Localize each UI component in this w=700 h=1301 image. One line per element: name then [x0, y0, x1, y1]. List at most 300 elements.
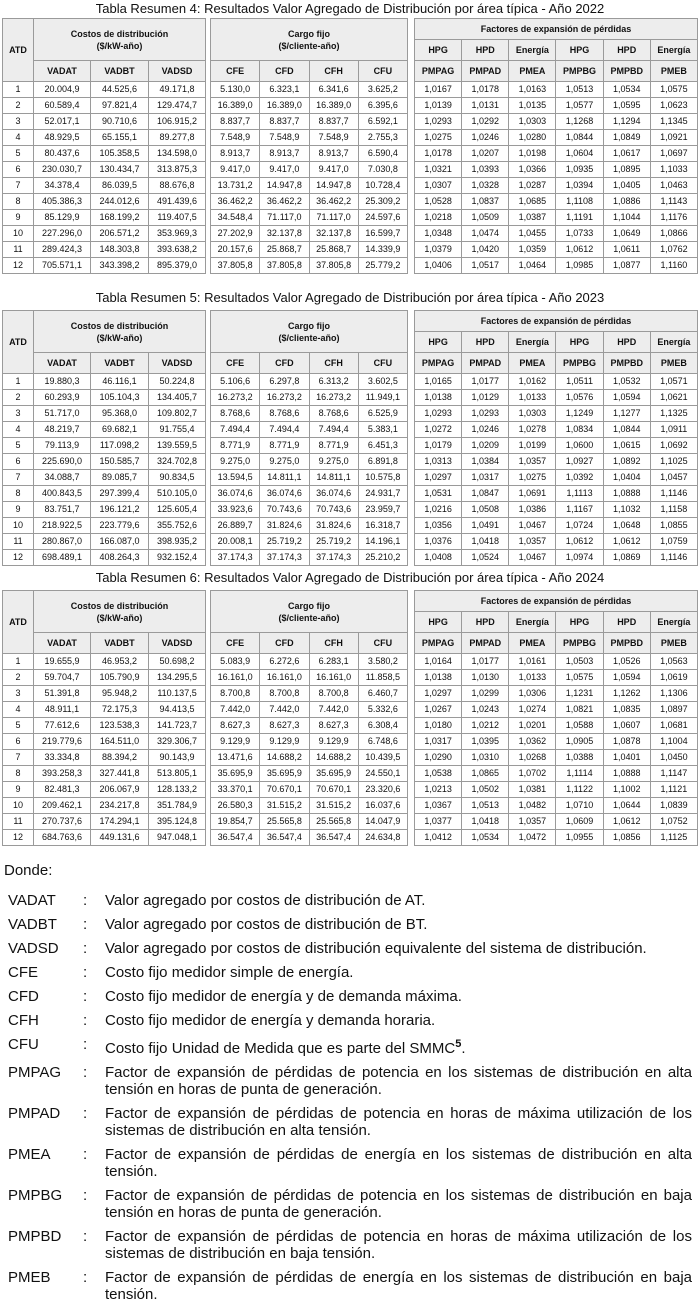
- value-cell: 947.048,1: [149, 830, 206, 846]
- value-cell: 1,0911: [650, 422, 697, 438]
- definition-item: [0, 1064, 700, 1098]
- value-cell: 1,0508: [462, 502, 509, 518]
- value-cell: 7.548,9: [211, 130, 260, 146]
- value-cell: 6.283,1: [309, 654, 358, 670]
- value-cell: 1,0927: [556, 454, 603, 470]
- costos-table: [2, 18, 206, 274]
- value-cell: 166.087,0: [91, 534, 149, 550]
- value-cell: 1,0293: [415, 114, 462, 130]
- value-cell: 14.811,1: [260, 470, 309, 486]
- group-header: HPG: [556, 332, 603, 353]
- value-cell: 1,0357: [509, 454, 556, 470]
- atd-cell: 2: [3, 390, 34, 406]
- value-cell: 1,0267: [415, 702, 462, 718]
- definition-abbr: VADSD: [8, 940, 59, 957]
- group-header: HPG: [415, 612, 462, 633]
- value-cell: 1,1025: [650, 454, 697, 470]
- value-cell: 1,0209: [462, 438, 509, 454]
- atd-cell: 11: [3, 534, 34, 550]
- value-cell: 1,0681: [650, 718, 697, 734]
- table-row: [211, 470, 408, 486]
- value-cell: 1,0974: [556, 550, 603, 566]
- value-cell: 1,0130: [462, 670, 509, 686]
- value-cell: 1,0604: [556, 146, 603, 162]
- definition-text: [105, 988, 700, 1005]
- value-cell: 698.489,1: [34, 550, 91, 566]
- value-cell: 9.417,0: [211, 162, 260, 178]
- value-cell: 1,0178: [415, 146, 462, 162]
- value-cell: 25.565,8: [309, 814, 358, 830]
- value-cell: 1,0420: [462, 242, 509, 258]
- value-cell: 8.837,7: [211, 114, 260, 130]
- definition-text-body: Costo fijo medidor simple de energía.: [105, 964, 354, 981]
- column-header: PMPAD: [462, 61, 509, 82]
- cargo-unit: ($/cliente-año): [278, 40, 340, 51]
- column-header: PMPAG: [415, 353, 462, 374]
- column-header: PMEA: [509, 353, 556, 374]
- value-cell: 1,0246: [462, 422, 509, 438]
- value-cell: 37.805,8: [211, 258, 260, 274]
- value-cell: 7.494,4: [309, 422, 358, 438]
- value-cell: 1,0847: [462, 486, 509, 502]
- value-cell: 1,0607: [603, 718, 650, 734]
- definition-text-body: Factor de expansión de pérdidas de potencia en los sistemas de distribución en alta tensión en horas de punta de generación.: [105, 1064, 692, 1098]
- column-header: PMEA: [509, 633, 556, 654]
- column-header: VADAT: [34, 633, 91, 654]
- value-cell: 1,0612: [556, 242, 603, 258]
- table-row: [3, 798, 206, 814]
- value-cell: 119.407,5: [149, 210, 206, 226]
- value-cell: 1,1125: [650, 830, 697, 846]
- value-cell: 89.085,7: [91, 470, 149, 486]
- table-row: [3, 550, 206, 566]
- definition-item: [0, 940, 700, 957]
- value-cell: 123.538,3: [91, 718, 149, 734]
- value-cell: 1,0280: [509, 130, 556, 146]
- table-row: [415, 374, 698, 390]
- value-cell: 1,0472: [509, 830, 556, 846]
- definition-colon: :: [83, 892, 88, 909]
- value-cell: 31.515,2: [260, 798, 309, 814]
- definition-text: [105, 940, 700, 957]
- cargo-fijo-table: [210, 310, 408, 566]
- value-cell: 3.625,2: [358, 82, 407, 98]
- value-cell: 9.275,0: [309, 454, 358, 470]
- header-row: [415, 40, 698, 61]
- value-cell: 5.383,1: [358, 422, 407, 438]
- value-cell: 1,0538: [415, 766, 462, 782]
- value-cell: 134.405,7: [149, 390, 206, 406]
- value-cell: 932.152,4: [149, 550, 206, 566]
- value-cell: 1,0491: [462, 518, 509, 534]
- value-cell: 1,0379: [415, 242, 462, 258]
- value-cell: 209.462,1: [34, 798, 91, 814]
- definition-abbr: CFU: [8, 1036, 39, 1053]
- value-cell: 1,0317: [462, 470, 509, 486]
- table-row: [415, 114, 698, 130]
- column-header: VADBT: [91, 633, 149, 654]
- definition-abbr: CFH: [8, 1012, 39, 1029]
- value-cell: 1,1191: [556, 210, 603, 226]
- value-cell: 5.130,0: [211, 82, 260, 98]
- definition-text-body: Valor agregado por costos de distribución de BT.: [105, 916, 428, 933]
- table-row: [211, 242, 408, 258]
- cargo-title: Cargo fijo: [288, 600, 330, 611]
- value-cell: 8.700,8: [309, 686, 358, 702]
- value-cell: 25.868,7: [309, 242, 358, 258]
- value-cell: 129.474,7: [149, 98, 206, 114]
- value-cell: 1,0835: [603, 702, 650, 718]
- group-header: Energía: [509, 612, 556, 633]
- definition-item: [0, 964, 700, 981]
- value-cell: 1,0290: [415, 750, 462, 766]
- footnote-ref: 5: [455, 1038, 462, 1050]
- atd-cell: 1: [3, 82, 34, 98]
- value-cell: 1,0467: [509, 518, 556, 534]
- value-cell: 71.117,0: [260, 210, 309, 226]
- atd-cell: 6: [3, 454, 34, 470]
- table-row: [415, 258, 698, 274]
- value-cell: 219.779,6: [34, 734, 91, 750]
- table-title: Tabla Resumen 6: Resultados Valor Agregado de Distribución por área típica - Año 2024: [95, 570, 605, 585]
- table-row: [211, 750, 408, 766]
- costos-unit: ($/kW-año): [96, 612, 143, 623]
- table-row: [415, 734, 698, 750]
- definition-item: [0, 1228, 700, 1262]
- value-cell: 10.439,5: [358, 750, 407, 766]
- table-row: [211, 534, 408, 550]
- table-row: [415, 470, 698, 486]
- value-cell: 14.047,9: [358, 814, 407, 830]
- table-row: [211, 798, 408, 814]
- cargo-title: Cargo fijo: [288, 28, 330, 39]
- value-cell: 1,1146: [650, 486, 697, 502]
- value-cell: 1,1262: [603, 686, 650, 702]
- value-cell: 20.008,1: [211, 534, 260, 550]
- table-row: [415, 422, 698, 438]
- definition-item: [0, 988, 700, 1005]
- value-cell: 1,0526: [603, 654, 650, 670]
- value-cell: 26.889,7: [211, 518, 260, 534]
- value-cell: 1,1004: [650, 734, 697, 750]
- value-cell: 1,0762: [650, 242, 697, 258]
- value-cell: 1,1032: [603, 502, 650, 518]
- value-cell: 34.378,4: [34, 178, 91, 194]
- value-cell: 1,0888: [603, 486, 650, 502]
- atd-cell: 5: [3, 438, 34, 454]
- value-cell: 313.875,3: [149, 162, 206, 178]
- value-cell: 1,0135: [509, 98, 556, 114]
- table-row: [211, 718, 408, 734]
- value-cell: 48.911,1: [34, 702, 91, 718]
- table-title: Tabla Resumen 5: Resultados Valor Agregado de Distribución por área típica - Año 2023: [95, 290, 605, 305]
- column-header: PMEB: [650, 61, 697, 82]
- value-cell: 1,1002: [603, 782, 650, 798]
- value-cell: 110.137,5: [149, 686, 206, 702]
- definition-abbr: PMEA: [8, 1146, 51, 1163]
- value-cell: 25.210,2: [358, 550, 407, 566]
- value-cell: 1,0612: [603, 534, 650, 550]
- header-row: [415, 353, 698, 374]
- header-row: [415, 612, 698, 633]
- value-cell: 46.953,2: [91, 654, 149, 670]
- table-row: [3, 454, 206, 470]
- table-row: [211, 518, 408, 534]
- value-cell: 1,0381: [509, 782, 556, 798]
- column-header: VADSD: [149, 633, 206, 654]
- value-cell: 1,0310: [462, 750, 509, 766]
- value-cell: 1,0892: [603, 454, 650, 470]
- definition-text: [105, 1269, 700, 1301]
- value-cell: 9.129,9: [260, 734, 309, 750]
- costos-unit: ($/kW-año): [96, 40, 143, 51]
- value-cell: 7.442,0: [211, 702, 260, 718]
- table-row: [211, 502, 408, 518]
- definition-text-body: Costo fijo Unidad de Medida que es parte del SMMC: [105, 1040, 456, 1057]
- atd-cell: 9: [3, 782, 34, 798]
- atd-cell: 6: [3, 162, 34, 178]
- value-cell: 20.157,6: [211, 242, 260, 258]
- value-cell: 16.273,2: [211, 390, 260, 406]
- value-cell: 128.133,2: [149, 782, 206, 798]
- value-cell: 1,0167: [415, 82, 462, 98]
- atd-cell: 10: [3, 518, 34, 534]
- value-cell: 1,0246: [462, 130, 509, 146]
- table-row: [211, 258, 408, 274]
- value-cell: 32.137,8: [309, 226, 358, 242]
- table-row: [3, 258, 206, 274]
- table-row: [415, 454, 698, 470]
- value-cell: 6.592,1: [358, 114, 407, 130]
- value-cell: 230.030,7: [34, 162, 91, 178]
- table-row: [3, 438, 206, 454]
- table-row: [3, 654, 206, 670]
- table-row: [211, 654, 408, 670]
- costos-title: Costos de distribución: [70, 320, 169, 331]
- table-row: [3, 830, 206, 846]
- value-cell: 14.947,8: [309, 178, 358, 194]
- table-row: [211, 226, 408, 242]
- value-cell: 1,0198: [509, 146, 556, 162]
- value-cell: 24.597,6: [358, 210, 407, 226]
- value-cell: 1,0692: [650, 438, 697, 454]
- atd-header: ATD: [3, 311, 34, 374]
- group-header: HPD: [603, 332, 650, 353]
- value-cell: 8.771,9: [309, 438, 358, 454]
- column-header: PMPAG: [415, 61, 462, 82]
- table-row: [415, 146, 698, 162]
- value-cell: 1,0691: [509, 486, 556, 502]
- atd-cell: 10: [3, 226, 34, 242]
- atd-cell: 1: [3, 654, 34, 670]
- value-cell: 77.612,6: [34, 718, 91, 734]
- value-cell: 11.949,1: [358, 390, 407, 406]
- value-cell: 1,0386: [509, 502, 556, 518]
- header-row: [3, 591, 206, 633]
- value-cell: 1,0212: [462, 718, 509, 734]
- value-cell: 14.339,9: [358, 242, 407, 258]
- value-cell: 1,0888: [603, 766, 650, 782]
- value-cell: 227.296,0: [34, 226, 91, 242]
- cargo-header: [211, 591, 408, 633]
- value-cell: 1,0138: [415, 390, 462, 406]
- value-cell: 69.682,1: [91, 422, 149, 438]
- definition-abbr: VADBT: [8, 916, 57, 933]
- value-cell: 1,0921: [650, 130, 697, 146]
- definition-colon: :: [83, 988, 88, 1005]
- atd-cell: 7: [3, 750, 34, 766]
- value-cell: 90.834,5: [149, 470, 206, 486]
- value-cell: 7.442,0: [309, 702, 358, 718]
- value-cell: 16.318,7: [358, 518, 407, 534]
- value-cell: 1,0837: [462, 194, 509, 210]
- value-cell: 34.088,7: [34, 470, 91, 486]
- value-cell: 1,0404: [603, 470, 650, 486]
- value-cell: 1,1167: [556, 502, 603, 518]
- value-cell: 1,0595: [603, 98, 650, 114]
- value-cell: 1,0199: [509, 438, 556, 454]
- value-cell: 7.030,8: [358, 162, 407, 178]
- value-cell: 1,0394: [556, 178, 603, 194]
- value-cell: 33.334,8: [34, 750, 91, 766]
- costos-unit: ($/kW-año): [96, 332, 143, 343]
- value-cell: 1,1325: [650, 406, 697, 422]
- value-cell: 1,0935: [556, 162, 603, 178]
- value-cell: 9.417,0: [309, 162, 358, 178]
- value-cell: 46.116,1: [91, 374, 149, 390]
- definition-text: [105, 1064, 700, 1098]
- value-cell: 395.124,8: [149, 814, 206, 830]
- value-cell: 1,0307: [415, 178, 462, 194]
- value-cell: 1,0131: [462, 98, 509, 114]
- table-row: [3, 390, 206, 406]
- definition-item: [0, 1146, 700, 1180]
- value-cell: 25.719,2: [309, 534, 358, 550]
- value-cell: 14.196,1: [358, 534, 407, 550]
- definition-colon: :: [83, 1012, 88, 1029]
- value-cell: 1,0272: [415, 422, 462, 438]
- value-cell: 97.821,4: [91, 98, 149, 114]
- value-cell: 36.462,2: [211, 194, 260, 210]
- definition-text: [105, 916, 700, 933]
- value-cell: 1,0357: [509, 534, 556, 550]
- value-cell: 1,0328: [462, 178, 509, 194]
- table-row: [415, 502, 698, 518]
- value-cell: 9.275,0: [211, 454, 260, 470]
- definition-text: [105, 892, 700, 909]
- table-row: [3, 242, 206, 258]
- value-cell: 1,0886: [603, 194, 650, 210]
- value-cell: 1,0649: [603, 226, 650, 242]
- atd-cell: 7: [3, 470, 34, 486]
- column-header: CFE: [211, 61, 260, 82]
- table-row: [3, 146, 206, 162]
- cargo-fijo-table: [210, 590, 408, 846]
- value-cell: 70.670,1: [309, 782, 358, 798]
- table-row: [415, 718, 698, 734]
- value-cell: 6.590,4: [358, 146, 407, 162]
- value-cell: 8.768,6: [211, 406, 260, 422]
- definition-text-body: Costo fijo medidor de energía y de demanda máxima.: [105, 988, 462, 1005]
- value-cell: 1,1146: [650, 550, 697, 566]
- value-cell: 88.676,8: [149, 178, 206, 194]
- value-cell: 16.161,0: [309, 670, 358, 686]
- table-row: [3, 486, 206, 502]
- value-cell: 11.858,5: [358, 670, 407, 686]
- definition-text: [105, 1228, 700, 1262]
- value-cell: 59.704,7: [34, 670, 91, 686]
- table-row: [3, 406, 206, 422]
- atd-cell: 3: [3, 114, 34, 130]
- value-cell: 1,1108: [556, 194, 603, 210]
- factores-header: Factores de expansión de pérdidas: [415, 19, 698, 40]
- value-cell: 6.313,2: [309, 374, 358, 390]
- table-row: [3, 718, 206, 734]
- group-header: Energía: [650, 40, 697, 61]
- value-cell: 94.413,5: [149, 702, 206, 718]
- column-header: CFU: [358, 353, 407, 374]
- atd-cell: 4: [3, 702, 34, 718]
- table-row: [211, 422, 408, 438]
- definition-colon: :: [83, 964, 88, 981]
- value-cell: 168.199,2: [91, 210, 149, 226]
- column-header: PMPBG: [556, 353, 603, 374]
- table-row: [415, 518, 698, 534]
- value-cell: 14.688,2: [309, 750, 358, 766]
- value-cell: 405.386,3: [34, 194, 91, 210]
- value-cell: 36.547,4: [309, 830, 358, 846]
- value-cell: 1,0321: [415, 162, 462, 178]
- header-row: [211, 61, 408, 82]
- value-cell: 270.737,6: [34, 814, 91, 830]
- definition-item: [0, 1036, 700, 1057]
- value-cell: 8.771,9: [260, 438, 309, 454]
- header-row: [211, 633, 408, 654]
- definition-item: [0, 1269, 700, 1301]
- table-row: [211, 486, 408, 502]
- value-cell: 225.690,0: [34, 454, 91, 470]
- value-cell: 1,0869: [603, 550, 650, 566]
- value-cell: 1,0503: [556, 654, 603, 670]
- table-row: [3, 82, 206, 98]
- value-cell: 1,0412: [415, 830, 462, 846]
- definition-abbr: PMPAD: [8, 1105, 61, 1122]
- value-cell: 32.137,8: [260, 226, 309, 242]
- value-cell: 80.437,6: [34, 146, 91, 162]
- value-cell: 134.295,5: [149, 670, 206, 686]
- value-cell: 35.695,9: [260, 766, 309, 782]
- table-row: [211, 162, 408, 178]
- group-header: Energía: [509, 40, 556, 61]
- value-cell: 1,0384: [462, 454, 509, 470]
- value-cell: 14.688,2: [260, 750, 309, 766]
- column-header: CFH: [309, 61, 358, 82]
- value-cell: 1,1033: [650, 162, 697, 178]
- value-cell: 1,0895: [603, 162, 650, 178]
- value-cell: 1,0502: [462, 782, 509, 798]
- table-row: [211, 194, 408, 210]
- value-cell: 48.219,7: [34, 422, 91, 438]
- value-cell: 6.460,7: [358, 686, 407, 702]
- value-cell: 37.805,8: [309, 258, 358, 274]
- value-cell: 35.695,9: [309, 766, 358, 782]
- definition-text: [105, 1187, 700, 1221]
- table-row: [211, 782, 408, 798]
- value-cell: 51.717,0: [34, 406, 91, 422]
- value-cell: 1,0218: [415, 210, 462, 226]
- value-cell: 117.098,2: [91, 438, 149, 454]
- factores-header: Factores de expansión de pérdidas: [415, 311, 698, 332]
